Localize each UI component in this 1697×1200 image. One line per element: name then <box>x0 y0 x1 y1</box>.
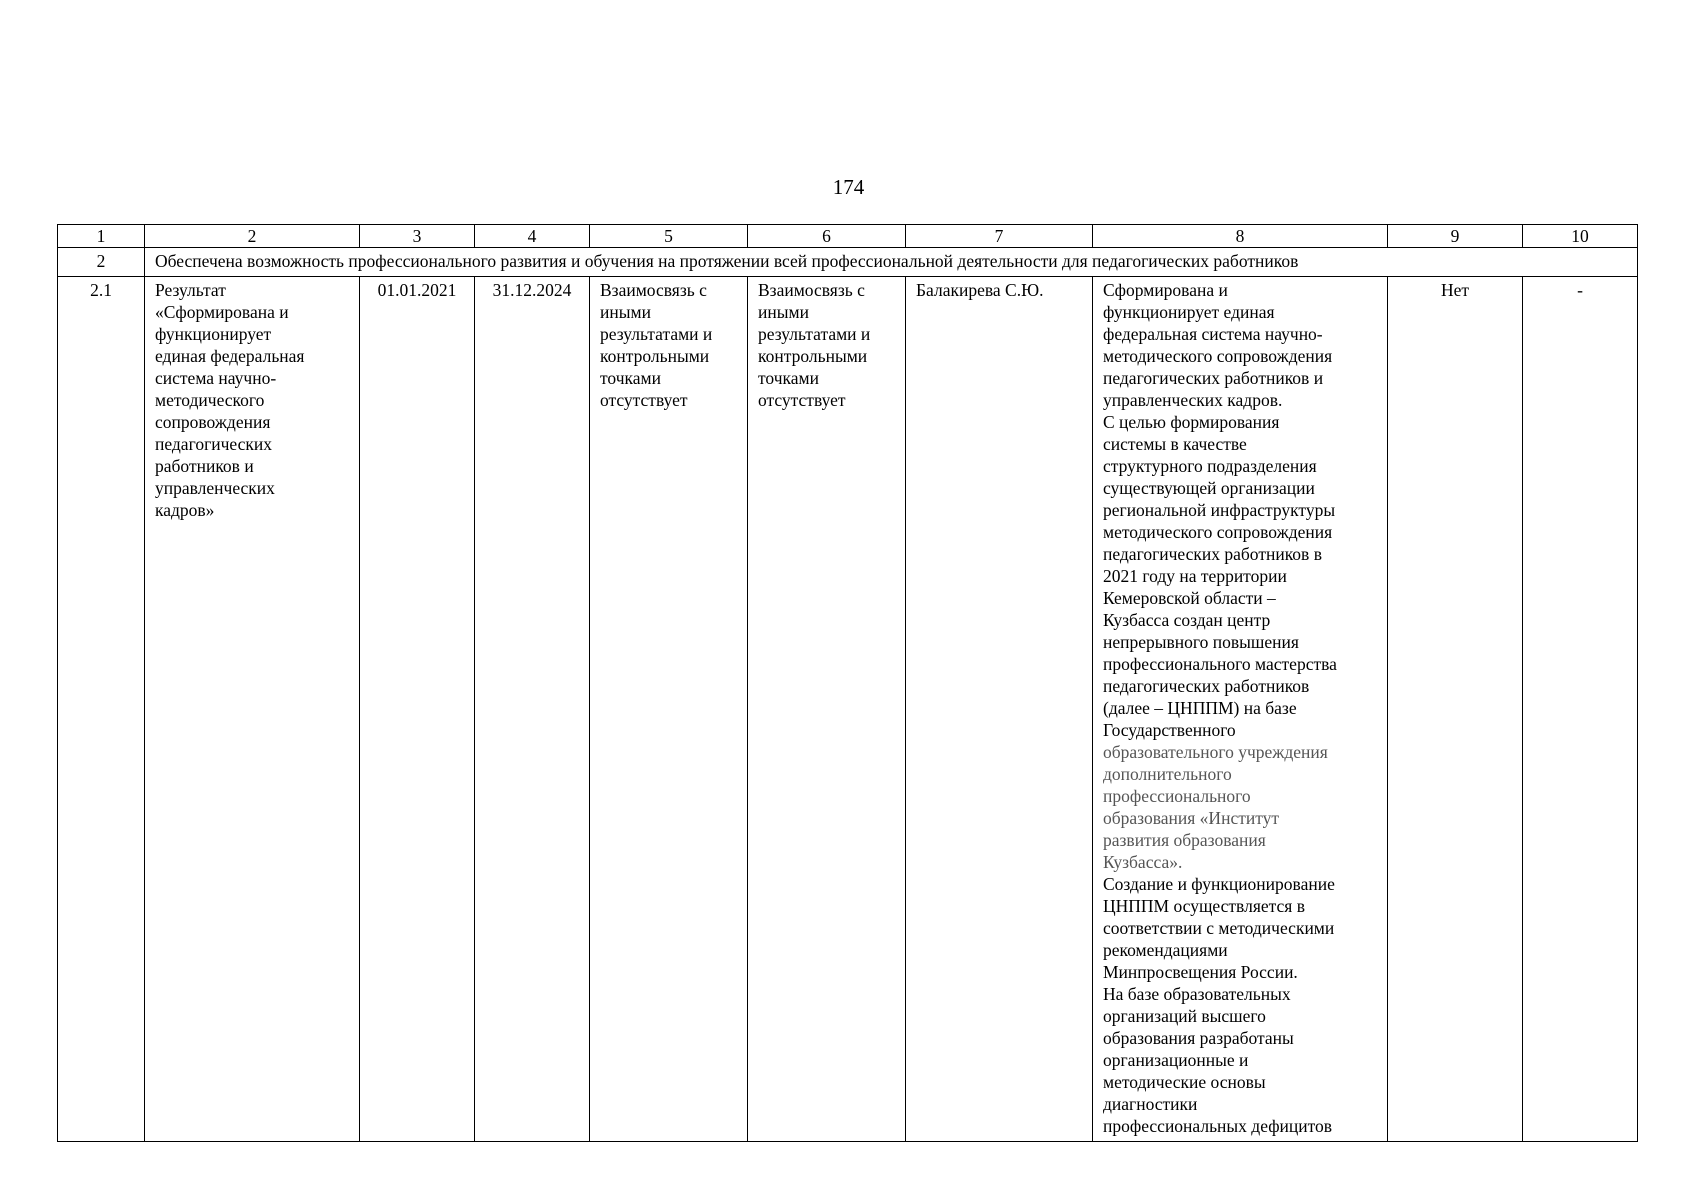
column-number: 2 <box>145 225 360 248</box>
description-text: Сформирована и функционирует единая федеральная система научно- методического сопровождения педагогических работников и управленческих кадров. С целью формирования системы в качестве структурного подразделения существующей организации региональной инфраструктуры методического сопровождения педагогических работников в 2021 году на территории Кемеровской области – Кузбасса создан центр непрерывного повышения профессионального мастерства педагогических работников (далее – ЦНППМ) на базе Государственного <box>1103 280 1337 740</box>
column-number: 10 <box>1523 225 1638 248</box>
column-number: 5 <box>590 225 748 248</box>
column-number: 8 <box>1093 225 1388 248</box>
section-row <box>58 248 1638 277</box>
result-cell: Результат «Сформирована и функционирует единая федеральная система научно- методического сопровождения педагогических работников и управленческих кадров» <box>145 277 360 1142</box>
table-row <box>58 277 1638 1142</box>
start-date-cell: 01.01.2021 <box>360 277 475 1142</box>
column-number: 9 <box>1388 225 1523 248</box>
relation-cell: Взаимосвязь с иными результатами и контрольными точками отсутствует <box>748 277 906 1142</box>
column-number: 1 <box>58 225 145 248</box>
section-title: Обеспечена возможность профессионального развития и обучения на протяжении всей профессиональной деятельности для педагогических работников <box>145 248 1638 277</box>
end-date-cell: 31.12.2024 <box>475 277 590 1142</box>
page-number: 174 <box>832 175 865 199</box>
column-number: 3 <box>360 225 475 248</box>
description-text: Создание и функционирование ЦНППМ осуществляется в соответствии с методическими рекомендациями Минпросвещения России. На базе образовательных организаций высшего образования разработаны организационные и методические основы диагностики профессиональных дефицитов <box>1103 874 1335 1136</box>
note-cell: - <box>1523 277 1638 1142</box>
column-number: 6 <box>748 225 906 248</box>
status-cell: Нет <box>1388 277 1523 1142</box>
column-number: 7 <box>906 225 1093 248</box>
section-number: 2 <box>58 248 145 277</box>
relation-cell: Взаимосвязь с иными результатами и контрольными точками отсутствует <box>590 277 748 1142</box>
row-number: 2.1 <box>58 277 145 1142</box>
column-number: 4 <box>475 225 590 248</box>
column-number-row <box>58 225 1638 248</box>
report-table <box>57 224 1638 1142</box>
description-cell <box>1093 277 1388 1142</box>
description-text: образовательного учреждения дополнительного профессионального образования «Институт развития образования Кузбасса». <box>1103 742 1328 872</box>
responsible-cell: Балакирева С.Ю. <box>906 277 1093 1142</box>
